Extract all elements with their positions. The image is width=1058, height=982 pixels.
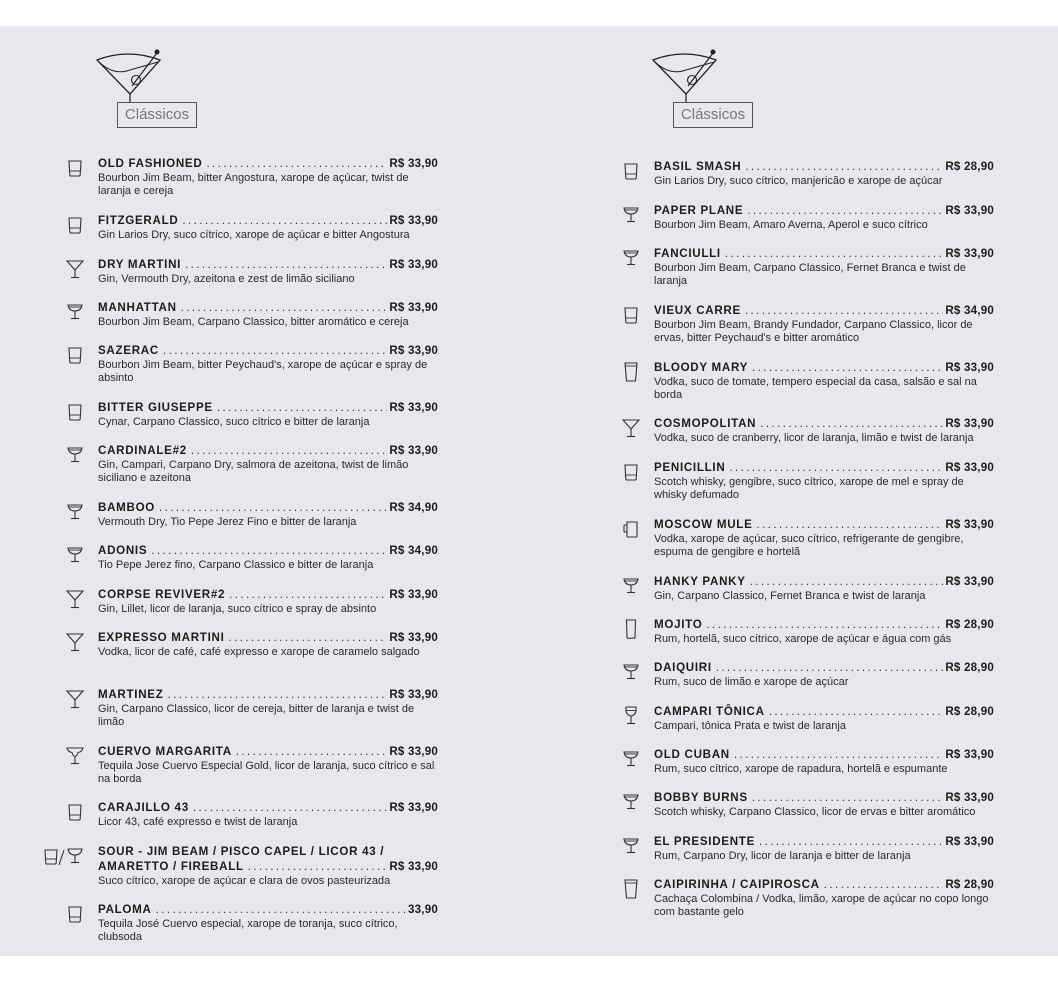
- item-description: Bourbon Jim Beam, Brandy Fundador, Carpano Classico, licor de ervas, bitter Peychaud's e bitter aromático: [654, 319, 973, 344]
- item-price: R$ 34,90: [389, 544, 438, 557]
- item-name: ADONIS: [98, 544, 148, 557]
- coupe-glass-icon: [66, 545, 84, 565]
- item-name: PENICILLIN: [654, 461, 726, 474]
- item-description: Scotch whisky, gengibre, suco cítrico, xarope de mel e spray de whisky defumado: [654, 476, 964, 501]
- item-price: R$ 33,90: [945, 204, 994, 217]
- dot-leader: [181, 300, 388, 315]
- section-header: [40, 26, 440, 154]
- dot-leader: [182, 213, 387, 228]
- item-description: Gin, Carpano Classico, Fernet Branca e twist de laranja: [654, 590, 926, 602]
- item-description: Rum, suco cítrico, xarope de rapadura, hortelã e espumante: [654, 763, 948, 775]
- coupe-glass-icon: [622, 662, 640, 682]
- item-price: R$ 33,90: [389, 631, 438, 644]
- item-price: R$ 33,90: [945, 417, 994, 430]
- martini-glass-icon: [66, 259, 84, 279]
- item-description: Gin, Carpano Classico, licor de cereja, bitter de laranja e twist de limão: [98, 703, 415, 728]
- item-description: Bourbon Jim Beam, bitter Peychaud's, xarope de açúcar e spray de absinto: [98, 359, 428, 384]
- item-price: R$ 33,90: [945, 361, 994, 374]
- item-description: Suco cítrico, xarope de açúcar e clara de ovos pasteurizada: [98, 875, 391, 887]
- right-menu-column: [596, 26, 996, 918]
- martini-glass-icon: [66, 689, 84, 709]
- dot-leader: [706, 617, 943, 632]
- item-description: Gin Larios Dry, suco cítrico, xarope de açúcar e bitter Angostura: [98, 229, 410, 241]
- dot-leader: [824, 877, 944, 892]
- coupe-glass-icon: [66, 302, 84, 322]
- item-description: Vodka, suco de tomate, tempero especial da casa, salsão e sal na borda: [654, 376, 977, 401]
- item-price: R$ 33,90: [945, 835, 994, 848]
- item-description: Rum, hortelã, suco cítrico, xarope de açúcar e água com gás: [654, 633, 952, 645]
- item-name: COSMOPOLITAN: [654, 417, 757, 430]
- rocks-glass-icon: [622, 161, 640, 181]
- item-name: CORPSE REVIVER#2: [98, 588, 226, 601]
- rocks-glass-icon: [66, 215, 84, 235]
- item-description: Tequila José Cuervo especial, xarope de toranja, suco cítrico, clubsoda: [98, 918, 398, 943]
- rocks-and-coupe-glass-icon: [43, 846, 87, 866]
- coupe-glass-icon: [622, 576, 640, 596]
- coupe-glass-icon: [66, 445, 84, 465]
- coupe-glass-icon: [622, 205, 640, 225]
- dot-leader: [760, 416, 943, 431]
- dot-leader: [217, 400, 387, 415]
- item-price: R$ 33,90: [945, 791, 994, 804]
- dot-leader: [191, 443, 387, 458]
- highball-glass-icon: [622, 362, 640, 382]
- dot-leader: [206, 156, 387, 171]
- rocks-glass-icon: [622, 462, 640, 482]
- item-description: Licor 43, café expresso e twist de laranja: [98, 816, 298, 828]
- item-name: CAMPARI TÔNICA: [654, 705, 765, 718]
- left-menu-column: [40, 26, 440, 943]
- item-price: 33,90: [407, 903, 438, 916]
- dot-leader: [185, 257, 387, 272]
- item-price: R$ 28,90: [945, 705, 994, 718]
- margarita-glass-icon: [66, 746, 84, 766]
- section-title: Clássicos: [117, 102, 197, 128]
- item-price: R$ 33,90: [389, 745, 438, 758]
- item-name: DRY MARTINI: [98, 258, 182, 271]
- item-price: R$ 33,90: [389, 344, 438, 357]
- item-description: Bourbon Jim Beam, Carpano Classico, bitter aromático e cereja: [98, 316, 409, 328]
- item-name: VIEUX CARRE: [654, 304, 741, 317]
- wine-glass-icon: [622, 706, 640, 726]
- dot-leader: [163, 343, 387, 358]
- cocktail-glass-icon: [94, 46, 184, 146]
- item-name: FITZGERALD: [98, 214, 179, 227]
- item-price: R$ 33,90: [389, 588, 438, 601]
- dot-leader: [229, 630, 388, 645]
- dot-leader: [745, 159, 943, 174]
- item-price: R$ 33,90: [945, 461, 994, 474]
- item-price: R$ 34,90: [945, 304, 994, 317]
- dot-leader: [159, 500, 387, 515]
- martini-glass-icon: [66, 632, 84, 652]
- item-name: EL PRESIDENTE: [654, 835, 756, 848]
- item-price: R$ 28,90: [945, 618, 994, 631]
- item-description: Gin, Vermouth Dry, azeitona e zest de limão siciliano: [98, 273, 355, 285]
- dot-leader: [236, 744, 388, 759]
- item-name: BITTER GIUSEPPE: [98, 401, 213, 414]
- item-description: Tio Pepe Jerez fino, Carpano Classico e bitter de laranja: [98, 559, 374, 571]
- item-price: R$ 33,90: [945, 518, 994, 531]
- coupe-glass-icon: [622, 792, 640, 812]
- section-title: Clássicos: [673, 102, 753, 128]
- item-name: MARTINEZ: [98, 688, 164, 701]
- item-price: R$ 33,90: [389, 157, 438, 170]
- dot-leader: [248, 859, 388, 874]
- item-description: Rum, Carpano Dry, licor de laranja e bitter de laranja: [654, 850, 911, 862]
- rocks-glass-icon: [622, 305, 640, 325]
- item-description: Bourbon Jim Beam, bitter Angostura, xarope de açúcar, twist de laranja e cereja: [98, 172, 409, 197]
- item-price: R$ 33,90: [389, 258, 438, 271]
- item-price: R$ 33,90: [945, 575, 994, 588]
- item-price: R$ 34,90: [389, 501, 438, 514]
- item-name: FANCIULLI: [654, 247, 721, 260]
- dot-leader: [759, 834, 943, 849]
- item-name: OLD FASHIONED: [98, 157, 203, 170]
- dot-leader: [752, 790, 944, 805]
- item-name: EXPRESSO MARTINI: [98, 631, 225, 644]
- dot-leader: [168, 687, 388, 702]
- dot-leader: [193, 800, 387, 815]
- coupe-glass-icon: [622, 749, 640, 769]
- item-price: R$ 33,90: [945, 748, 994, 761]
- coupe-glass-icon: [622, 836, 640, 856]
- dot-leader: [750, 574, 944, 589]
- rocks-glass-icon: [66, 158, 84, 178]
- item-price: R$ 33,90: [389, 444, 438, 457]
- item-name: PAPER PLANE: [654, 204, 744, 217]
- item-description: Tequila Jose Cuervo Especial Gold, licor de laranja, suco cítrico e sal na borda: [98, 760, 435, 785]
- item-price: R$ 33,90: [389, 301, 438, 314]
- mug-icon: [622, 519, 640, 539]
- dot-leader: [725, 246, 944, 261]
- item-description: Bourbon Jim Beam, Amaro Averna, Aperol e suco cítrico: [654, 219, 928, 231]
- item-name: BAMBOO: [98, 501, 156, 514]
- item-description: Vodka, licor de café, café expresso e xarope de caramelo salgado: [98, 646, 420, 658]
- item-description: Gin, Campari, Carpano Dry, salmora de azeitona, twist de limão siciliano e azeitona: [98, 459, 409, 484]
- item-description: Vodka, xarope de açúcar, suco cítrico, refrigerante de gengibre, espuma de gengibre e hortelã: [654, 533, 964, 558]
- item-name: SAZERAC: [98, 344, 159, 357]
- highball-glass-icon: [622, 879, 640, 899]
- coupe-glass-icon: [66, 502, 84, 522]
- item-description: Scotch whisky, Carpano Classico, licor de ervas e bitter aromático: [654, 806, 976, 818]
- item-description: Cynar, Carpano Classico, suco cítrico e bitter de laranja: [98, 416, 370, 428]
- section-header: [596, 26, 996, 154]
- item-description: Gin, Lillet, licor de laranja, suco cítrico e spray de absinto: [98, 603, 377, 615]
- item-name: BASIL SMASH: [654, 160, 742, 173]
- rocks-glass-icon: [66, 402, 84, 422]
- martini-glass-icon: [66, 589, 84, 609]
- martini-glass-icon: [622, 418, 640, 438]
- dot-leader: [745, 303, 943, 318]
- item-price: R$ 33,90: [389, 860, 438, 873]
- item-price: R$ 28,90: [945, 160, 994, 173]
- item-description: Campari, tônica Prata e twist de laranja: [654, 720, 846, 732]
- item-price: R$ 28,90: [945, 878, 994, 891]
- item-name: CARAJILLO 43: [98, 801, 189, 814]
- dot-leader: [752, 360, 943, 375]
- collins-glass-icon: [622, 619, 640, 639]
- item-name: MOJITO: [654, 618, 703, 631]
- item-name: OLD CUBAN: [654, 748, 730, 761]
- dot-leader: [769, 704, 944, 719]
- cocktail-glass-icon: [650, 46, 740, 146]
- item-name: MOSCOW MULE: [654, 518, 753, 531]
- item-price: R$ 33,90: [945, 247, 994, 260]
- item-name: MANHATTAN: [98, 301, 177, 314]
- rocks-glass-icon: [66, 345, 84, 365]
- item-price: R$ 33,90: [389, 801, 438, 814]
- item-description: Bourbon Jim Beam, Carpano Classico, Fernet Branca e twist de laranja: [654, 262, 966, 287]
- item-name: BOBBY BURNS: [654, 791, 748, 804]
- dot-leader: [156, 902, 406, 917]
- item-description: Vermouth Dry, Tio Pepe Jerez Fino e bitter de laranja: [98, 516, 357, 528]
- item-price: R$ 33,90: [389, 688, 438, 701]
- rocks-glass-icon: [66, 904, 84, 924]
- dot-leader: [229, 587, 387, 602]
- item-price: R$ 33,90: [389, 401, 438, 414]
- item-name: CARDINALE#2: [98, 444, 187, 457]
- item-price: R$ 28,90: [945, 661, 994, 674]
- item-name: BLOODY MARY: [654, 361, 749, 374]
- dot-leader: [757, 517, 944, 532]
- item-description: Vodka, suco de cranberry, licor de laranja, limão e twist de laranja: [654, 432, 974, 444]
- dot-leader: [729, 460, 943, 475]
- item-name: HANKY PANKY: [654, 575, 746, 588]
- item-description: Gin Larios Dry, suco cítrico, manjericão e xarope de açúcar: [654, 175, 943, 187]
- item-description: Cachaça Colombina / Vodka, limão, xarope de açúcar no copo longo com bastante gelo: [654, 893, 989, 918]
- item-description: Rum, suco de limão e xarope de açúcar: [654, 676, 849, 688]
- item-name: CUERVO MARGARITA: [98, 745, 232, 758]
- dot-leader: [151, 543, 387, 558]
- dot-leader: [747, 203, 943, 218]
- menu-panel: [0, 26, 1058, 956]
- rocks-glass-icon: [66, 802, 84, 822]
- item-name: CAIPIRINHA / CAIPIROSCA: [654, 878, 820, 891]
- item-name: PALOMA: [98, 903, 152, 916]
- coupe-glass-icon: [622, 248, 640, 268]
- item-price: R$ 33,90: [389, 214, 438, 227]
- dot-leader: [734, 747, 943, 762]
- item-name: AMARETTO / FIREBALL: [98, 860, 244, 873]
- dot-leader: [716, 660, 944, 675]
- item-name: DAIQUIRI: [654, 661, 712, 674]
- item-name-line: SOUR - JIM BEAM / PISCO CAPEL / LICOR 43 /: [98, 845, 385, 858]
